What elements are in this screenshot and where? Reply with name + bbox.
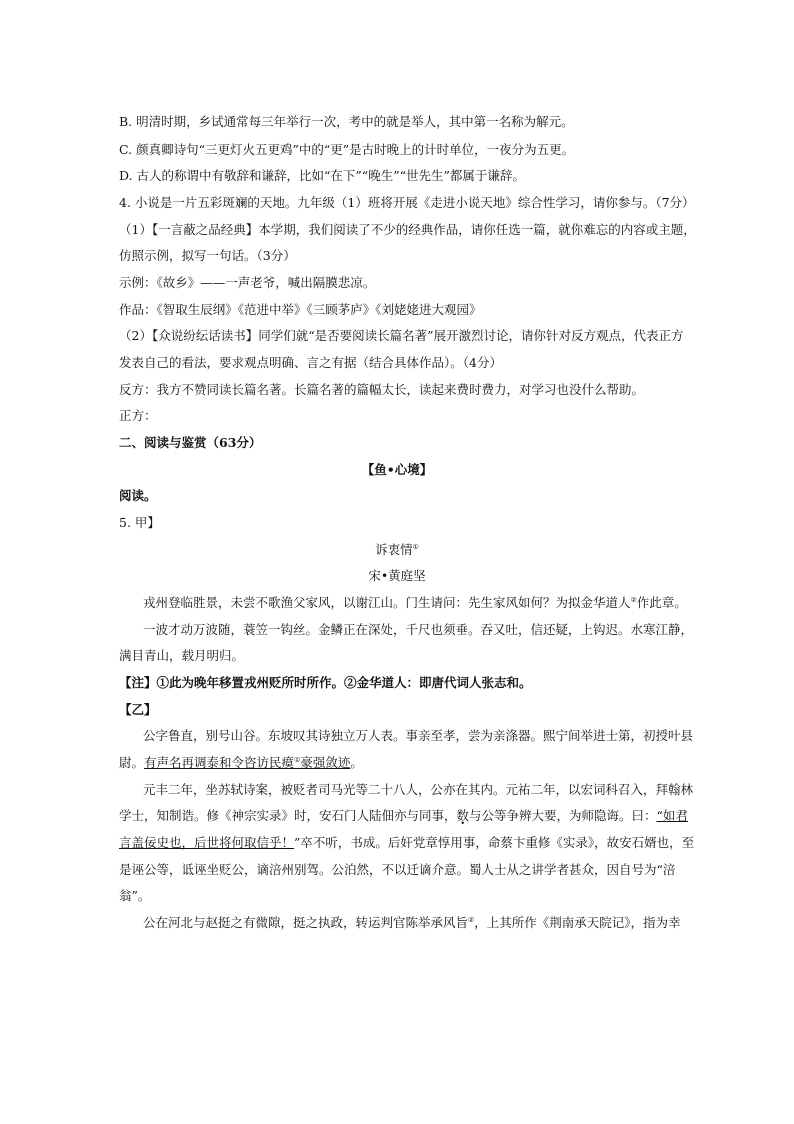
poem-notes: 【注】①此为晚年移置戎州贬所时所作。②金华道人：即唐代词人张志和。	[119, 675, 532, 690]
question-4-part-1-cont: 仿照示例，拟写一句话。（3分）	[119, 248, 296, 263]
option-b: B. 明清时期，乡试通常每三年举行一次，考中的就是举人，其中第一名称为解元。	[119, 114, 574, 129]
poem-body-line-1: 一波才动万波随，蓑笠一钩丝。金鳞正在深处，千尺也须垂。吞又吐，信还疑，上钩迟。水寒江静，	[143, 622, 694, 637]
underlined-quote: 言盖佞史也，后世将何取信乎！	[119, 835, 295, 850]
passage-b-line-1: 公字鲁直，别号山谷。东坡叹其诗独立万人表。事亲至孝，尝为亲涤器。熙宁间举进士第，初授叶县	[143, 728, 694, 743]
option-d: D. 古人的称谓中有敬辞和谦辞，比如“在下”“晚生”“世先生”都属于谦辞。	[119, 168, 525, 183]
passage-b-line-6: 是诬公等，诋诬坐贬公，谪涪州别驾。公泊然，不以迁谪介意。蜀人士从之讲学者甚众，因自号为“涪	[119, 862, 676, 877]
dotted-character: 数	[456, 808, 470, 823]
passage-b-line-2: 尉。有声名再调泰和令咨访民瘼①豪强敛迹。	[119, 755, 363, 770]
question-4-heading: 4. 小说是一片五彩斑斓的天地。九年级（1）班将开展《走进小说天地》综合性学习，请你参与。（7分）	[119, 195, 695, 210]
passage-b-line-3: 元丰二年，坐苏轼诗案，被贬者司马光等二十八人，公亦在其内。元祐二年，以宏词科召入，拜翰林	[143, 782, 694, 797]
passage-b-line-7: 翁”。	[119, 888, 151, 903]
question-4-part-2-cont: 发表自己的看法，要求观点明确、言之有据（结合具体作品）。（4分）	[119, 355, 502, 370]
question-5-label: 5. 甲】	[119, 515, 160, 530]
read-instruction: 阅读。	[119, 488, 157, 503]
theme-title: 【鱼•心境】	[361, 462, 433, 477]
poem-title: 诉衷情①	[375, 542, 419, 557]
passage-b-line-8: 公在河北与赵挺之有微隙，挺之执政，转运判官陈举承风旨②，上其所作《荆南承天院记》，指为幸	[143, 915, 681, 930]
supporting-view-label: 正方：	[119, 408, 157, 423]
option-c: C. 颜真卿诗句“三更灯火五更鸡”中的“更”是古时晚上的计时单位，一夜分为五更。	[119, 142, 575, 157]
section-2-heading: 二、阅读与鉴赏（63分）	[119, 435, 262, 450]
poem-preface: 戎州登临胜景，未尝不歌渔父家风，以谢江山。门生请问：先生家风如何？为拟金华道人②作此章。	[143, 595, 687, 610]
passage-b-label: 【乙】	[119, 702, 157, 717]
poem-body-line-2: 满目青山，载月明归。	[119, 648, 245, 663]
question-4-part-2: （2）【众说纷纭话读书】同学们就“是否要阅读长篇名著”展开激烈讨论，请你针对反方观点，代表正方	[119, 328, 684, 343]
opposing-view: 反方：我方不赞同读长篇名著。长篇名著的篇幅太长，读起来费时费力，对学习也没什么帮助。	[119, 382, 645, 397]
passage-b-line-5: 言盖佞史也，后世将何取信乎！”卒不听，书成。后奸党章惇用事，命蔡卞重修《实录》，故安石婿也，至	[119, 835, 695, 850]
poem-author: 宋•黄庭坚	[368, 568, 426, 583]
question-4-part-1: （1）【一言蔽之品经典】本学期，我们阅读了不少的经典作品，请你任选一篇，就你难忘的内容或主题，	[119, 222, 696, 237]
underlined-sentence: 有声名再调泰和令咨访民瘼①豪强敛迹	[144, 755, 351, 770]
works-line: 作品：《智取生辰纲》《范进中举》《三顾茅庐》《刘姥姥进大观园》	[119, 302, 482, 317]
passage-b-line-4: 学士，知制诰。修《神宗实录》时，安石门人陆佃亦与同事，数与公等争辨大要，为师隐诲。曰：“如君	[119, 808, 688, 823]
example-line: 示例：《故乡》——一声老爷，喊出隔膜悲凉。	[119, 275, 376, 290]
